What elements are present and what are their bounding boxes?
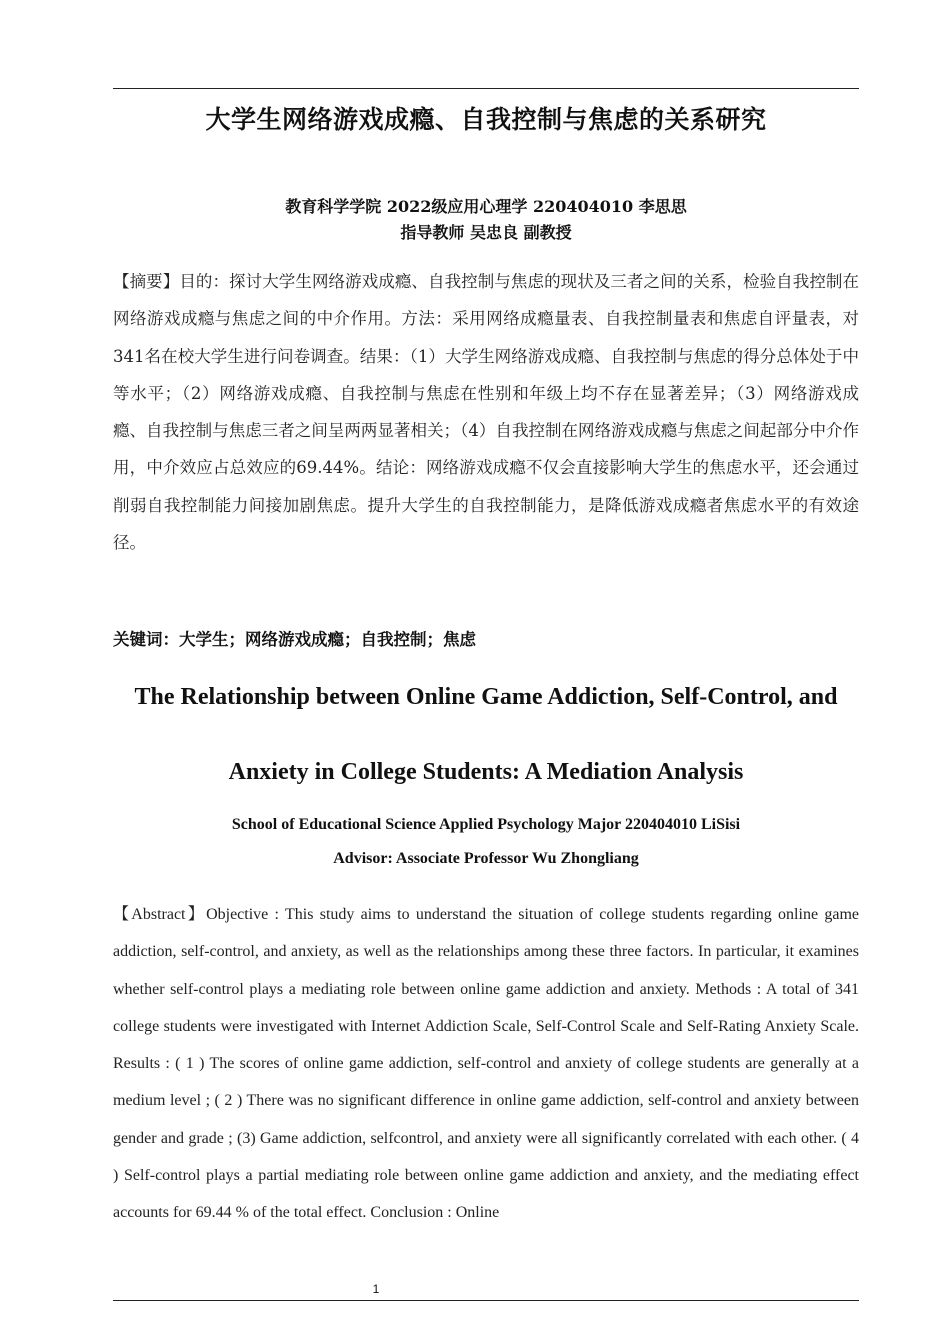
page-number: 1 <box>372 1282 380 1296</box>
english-title-line-2: Anxiety in College Students: A Mediation Analysis <box>228 759 744 785</box>
footer-rule <box>113 1300 859 1301</box>
chinese-author-line: 教育科学学院 2022级应用心理学 220404010 李思思 <box>285 197 687 216</box>
chinese-advisor-line: 指导教师 吴忠良 副教授 <box>400 223 572 242</box>
chinese-title: 大学生网络游戏成瘾、自我控制与焦虑的关系研究 <box>205 105 767 134</box>
english-author-line: School of Educational Science Applied Psychology Major 220404010 LiSisi <box>231 816 741 833</box>
header-rule <box>113 88 859 89</box>
english-advisor-line: Advisor: Associate Professor Wu Zhongliang <box>333 850 639 867</box>
chinese-abstract: 【摘要】目的：探讨大学生网络游戏成瘾、自我控制与焦虑的现状及三者之间的关系，检验自我控制在网络游戏成瘾与焦虑之间的中介作用。方法：采用网络成瘾量表、自我控制量表和焦虑自评量表，对341名在校大学生进行问卷调查。结果：（1）大学生网络游戏成瘾、自我控制与焦虑的得分总体处于中等水平；（2）网络游戏成瘾、自我控制与焦虑在性别和年级上均不存在显著差异；（3）网络游戏成瘾、自我控制与焦虑三者之间呈两两显著相关；（4）自我控制在网络游戏成瘾与焦虑之间起部分中介作用，中介效应占总效应的69.44%。结论：网络游戏成瘾不仅会直接影响大学生的焦虑水平，还会通过削弱自我控制能力间接加剧焦虑。提升大学生的自我控制能力，是降低游戏成瘾者焦虑水平的有效途径。 <box>113 272 859 553</box>
english-title-line-1: The Relationship between Online Game Addiction, Self-Control, and <box>134 684 838 710</box>
english-abstract: 【Abstract】Objective : This study aims to understand the situation of college students regarding online game addiction, self-control, and anxiety, as well as the relationships among these three factors. In particular, it examines whether self-control plays a mediating role between online game addiction and anxiety. Methods : A total of 341 college students were investigated with Internet Addiction Scale, Self-Control Scale and Self-Rating Anxiety Scale. Results : ( 1 ) The scores of online game addiction, self-control and anxiety of college students are generally at a medium level ; ( 2 ) There was no significant difference in online game addiction, self-control and anxiety between gender and grade ; (3) Game addiction, selfcontrol, and anxiety were all significantly correlated with each other. ( 4 ) Self-control plays a partial mediating role between online game addiction and anxiety, and the mediating effect accounts for 69.44 % of the total effect. Conclusion : Online <box>113 906 859 1222</box>
chinese-keywords: 关键词：大学生；网络游戏成瘾；自我控制；焦虑 <box>113 630 476 649</box>
